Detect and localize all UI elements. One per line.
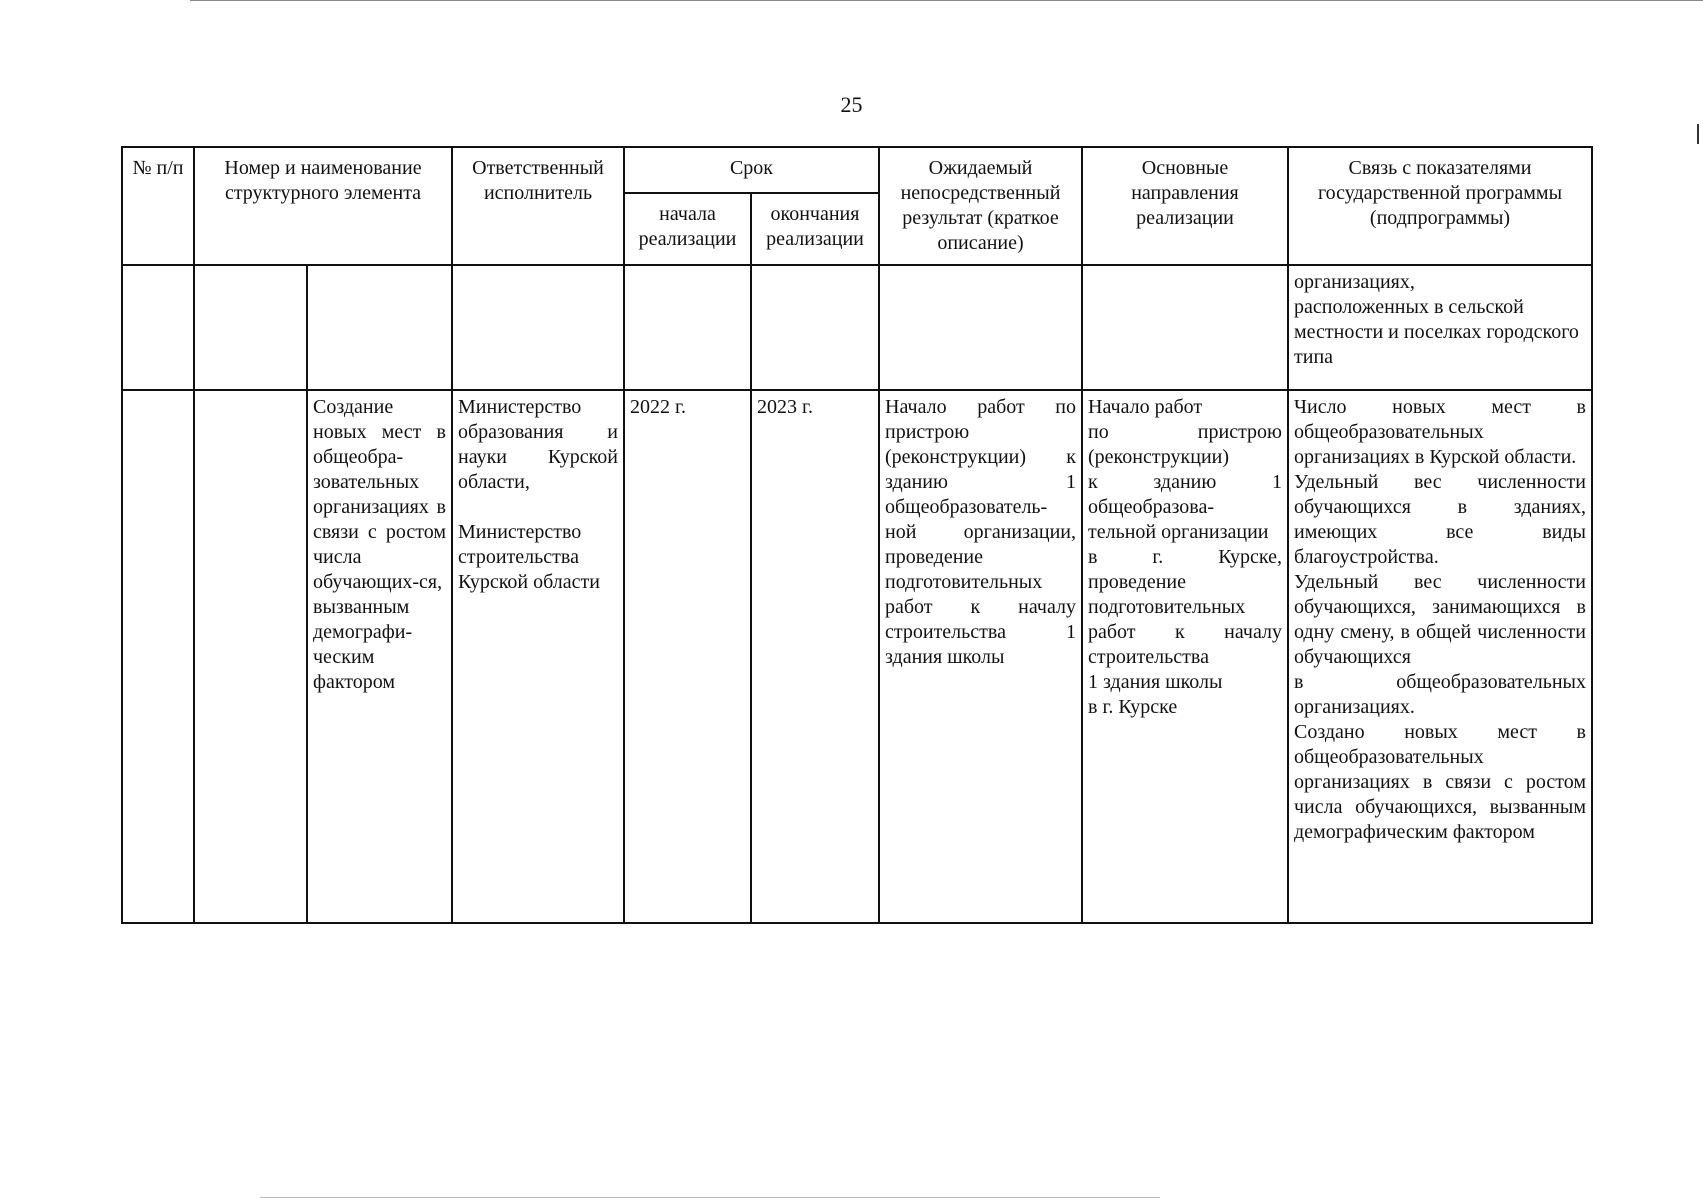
cell-executor xyxy=(452,265,624,390)
header-expected-result: Ожидаемый непосредственный результат (краткое описание) xyxy=(879,147,1082,265)
header-number: № п/п xyxy=(122,147,194,265)
scan-edge-top xyxy=(190,0,1703,1)
executor-ministry-construction: Министерство строительства Курской области xyxy=(458,521,600,593)
program-table xyxy=(121,146,1593,924)
cell-start xyxy=(624,265,751,390)
cell-result xyxy=(879,265,1082,390)
header-directions: Основные направления реализации xyxy=(1082,147,1288,265)
table-header xyxy=(122,147,1592,265)
cell-element-number xyxy=(194,265,307,390)
executor-ministry-education: Министерство образования и науки Курской области, xyxy=(458,396,618,493)
table-row-continuation xyxy=(122,265,1592,390)
scan-margin-mark xyxy=(1697,124,1699,144)
cell-executor xyxy=(452,390,624,923)
cell-element-number xyxy=(194,390,307,923)
cell-number xyxy=(122,265,194,390)
cell-element-name: Создание новых мест в общеобра-зовательных организациях в связи с ростом числа обучающих-ся, вызванным демографи-ческим фактором xyxy=(307,390,452,923)
cell-number xyxy=(122,390,194,923)
cell-indicator-link: организациях, расположенных в сельской местности и поселках городского типа xyxy=(1288,265,1592,390)
header-indicator-link: Связь с показателями государственной программы (подпрограммы) xyxy=(1288,147,1592,265)
cell-start: 2022 г. xyxy=(624,390,751,923)
cell-directions xyxy=(1082,265,1288,390)
cell-indicator-link: Число новых мест в общеобразовательных организациях в Курской области. Удельный вес численности обучающихся в зданиях, имеющих все виды благоустройства. Удельный вес численности обучающихся, занимающихся в одну смену, в общей численности обучающихся в общеобразовательных организациях. Создано новых мест в общеобразовательных организациях в связи с ростом числа обучающихся, вызванным демографическим фактором xyxy=(1288,390,1592,923)
scan-edge-bottom xyxy=(260,1197,1160,1198)
cell-element-name xyxy=(307,265,452,390)
cell-end: 2023 г. xyxy=(751,390,879,923)
cell-end xyxy=(751,265,879,390)
header-term-start: начала реализации xyxy=(624,193,751,265)
header-term: Срок xyxy=(624,147,879,193)
header-structural-element: Номер и наименование структурного элемента xyxy=(194,147,452,265)
header-executor: Ответственный исполнитель xyxy=(452,147,624,265)
header-term-end: окончания реализации xyxy=(751,193,879,265)
cell-directions: Начало работ по пристрою (реконструкции) к зданию 1 общеобразова-тельной организации в г. Курске, проведение подготовительных работ к началу строительства 1 здания школы в г. Курске xyxy=(1082,390,1288,923)
cell-result: Начало работ по пристрою (реконструкции) к зданию 1 общеобразователь-ной организации, проведение подготовительных работ к началу строительства 1 здания школы xyxy=(879,390,1082,923)
table-row-new-places xyxy=(122,390,1592,923)
page-number: 25 xyxy=(840,92,863,117)
